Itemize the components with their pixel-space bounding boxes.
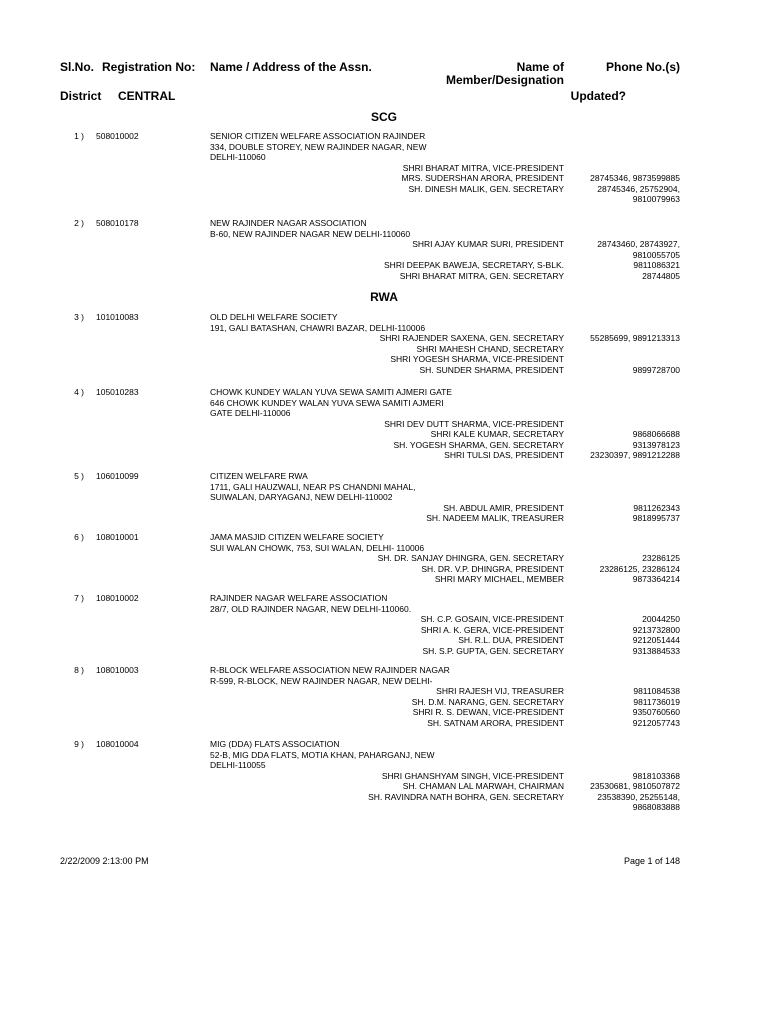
member-designation: SHRI KALE KUMAR, SECRETARY [430,429,564,439]
record-number: 7 ) [74,593,84,603]
member-designation: SH. SATNAM ARORA, PRESIDENT [427,717,564,728]
record-number: 2 ) [74,218,84,228]
member-designation: SHRI AJAY KUMAR SURI, PRESIDENT [412,239,564,249]
phone-line: 23286125, 23286124 [599,563,680,574]
phone-line: 9811086321 [633,260,680,270]
phone-numbers [550,440,680,451]
association-address [210,739,470,771]
member-designation: SH. SUNDER SHARMA, PRESIDENT [419,364,564,375]
phone-line: 9313978123 [632,439,680,450]
member-designation: SHRI MAHESH CHAND, SECRETARY [416,343,564,354]
registration-number: 106010099 [96,471,139,481]
association-address [210,471,470,503]
phone-line: 9811736019 [633,696,680,707]
col-header-name-address: Name / Address of the Assn. [210,60,372,74]
phone-line: 9213732800 [632,624,680,635]
phone-numbers [550,781,680,792]
phone-numbers [550,707,680,718]
member-designation: SHRI DEV DUTT SHARMA, VICE-PRESIDENT [384,418,564,429]
association-address [210,532,470,553]
phone-line: 9818103368 [632,770,680,781]
col-header-member-line1: Name of [516,60,564,74]
record-number: 9 ) [74,739,84,749]
phone-numbers [550,646,680,657]
address-line: SUIWALAN, DARYAGANJ, NEW DELHI-110002 [210,492,393,502]
phone-line: 55285699, 9891213313 [590,333,680,343]
phone-line: 9810079963 [632,194,680,204]
phone-numbers [550,503,680,514]
phone-line: 28744805 [642,270,680,281]
phone-line: 23530681, 9810507872 [590,781,680,791]
col-header-updated: Updated? [570,89,626,103]
address-line: MIG (DDA) FLATS ASSOCIATION [210,739,340,749]
address-line: 28/7, OLD RAJINDER NAGAR, NEW DELHI-110060. [210,603,412,614]
member-designation: SHRI RAJESH VIJ, TREASURER [436,686,564,696]
address-line: 52-B, MIG DDA FLATS, MOTIA KHAN, PAHARGANJ, NEW [210,749,435,760]
address-line: DELHI-110055 [210,760,266,770]
address-line: OLD DELHI WELFARE SOCIETY [210,312,338,322]
phone-numbers [550,792,680,813]
phone-numbers [550,574,680,585]
address-line: NEW RAJINDER NAGAR ASSOCIATION [210,218,367,228]
registration-number: 101010083 [96,312,139,322]
address-line: DELHI-110060 [210,152,266,162]
member-designation: SH. S.P. GUPTA, GEN. SECRETARY [422,645,564,656]
member-designation: SH. RAVINDRA NATH BOHRA, GEN. SECRETARY [368,791,564,802]
record-number: 1 ) [74,131,84,141]
member-designation: SH. DINESH MALIK, GEN. SECRETARY [408,183,564,194]
phone-numbers [550,450,680,461]
association-address [210,387,470,419]
member-designation: SHRI A. K. GERA, VICE-PRESIDENT [420,624,564,635]
member-designation: SH. D.M. NARANG, GEN. SECRETARY [411,696,564,707]
address-line: GATE DELHI-110006 [210,408,291,418]
phone-numbers [550,771,680,782]
member-designation: SHRI R. S. DEWAN, VICE-PRESIDENT [412,707,564,717]
address-line: CHOWK KUNDEY WALAN YUVA SEWA SAMITI AJMERI GATE [210,387,452,397]
phone-line: 9212057743 [632,717,680,728]
member-designation: SH. CHAMAN LAL MARWAH, CHAIRMAN [402,781,564,791]
phone-line: 28743460, 28743927, [597,239,680,249]
phone-numbers [550,614,680,625]
association-address [210,218,470,239]
member-designation: MRS. SUDERSHAN ARORA, PRESIDENT [401,173,564,183]
address-line: R-599, R-BLOCK, NEW RAJINDER NAGAR, NEW DELHI- [210,675,433,686]
section-title: SCG [370,110,397,124]
association-address [210,312,470,333]
phone-line: 9811084538 [633,686,680,696]
phone-line: 9350760560 [632,707,680,717]
member-designation: SHRI RAJENDER SAXENA, GEN. SECRETARY [379,333,564,343]
phone-numbers [550,635,680,646]
address-line: B-60, NEW RAJINDER NAGAR NEW DELHI-110060 [210,228,411,239]
col-header-member-line2: Member/Designation [445,73,564,87]
record-number: 3 ) [74,312,84,322]
member-designation: SH. ABDUL AMIR, PRESIDENT [443,502,564,513]
footer-page-number: Page 1 of 148 [623,856,680,866]
phone-numbers [550,173,680,184]
registration-number: 508010002 [96,131,139,141]
address-line: R-BLOCK WELFARE ASSOCIATION NEW RAJINDER NAGAR [210,665,450,675]
member-designation: SHRI GHANSHYAM SINGH, VICE-PRESIDENT [381,770,564,781]
phone-numbers [550,625,680,636]
address-line: JAMA MASJID CITIZEN WELFARE SOCIETY [210,532,384,542]
member-designation: SHRI YOGESH SHARMA, VICE-PRESIDENT [390,354,564,364]
registration-number: 508010178 [96,218,139,228]
phone-line: 23286125 [642,553,680,563]
phone-line: 9811262343 [633,502,680,513]
address-line: 191, GALI BATASHAN, CHAWRI BAZAR, DELHI-110006 [210,322,426,333]
phone-numbers [550,686,680,697]
phone-line: 9868083888 [632,802,680,812]
phone-numbers [550,553,680,564]
phone-line: 28745346, 25752904, [597,183,680,194]
phone-numbers [550,239,680,260]
phone-line: 9818995737 [632,513,680,523]
registration-number: 108010001 [96,532,139,542]
registration-number: 108010004 [96,739,139,749]
address-line: 334, DOUBLE STOREY, NEW RAJINDER NAGAR, NEW [210,141,427,152]
record-number: 6 ) [74,532,84,542]
phone-line: 23230397, 9891212288 [590,450,680,460]
phone-line: 28745346, 9873599885 [590,173,680,183]
footer-timestamp: 2/22/2009 2:13:00 PM [60,856,149,866]
phone-numbers [550,333,680,344]
col-header-phone: Phone No.(s) [606,60,680,74]
col-header-registration: Registration No: [102,60,196,74]
association-address [210,131,470,163]
member-designation: SHRI BHARAT MITRA, VICE-PRESIDENT [402,162,564,173]
member-designation: SHRI BHARAT MITRA, GEN. SECRETARY [399,270,564,281]
district-value: CENTRAL [118,89,176,103]
address-line: CITIZEN WELFARE RWA [210,471,308,481]
phone-numbers [550,718,680,729]
phone-numbers [550,184,680,205]
phone-line: 9212051444 [632,635,680,645]
phone-line: 9868066688 [632,429,680,439]
phone-numbers [550,260,680,271]
phone-numbers [550,271,680,282]
phone-numbers [550,429,680,440]
member-designation: SH. DR. SANJAY DHINGRA, GEN. SECRETARY [377,553,564,563]
member-designation: SH. NADEEM MALIK, TREASURER [426,513,564,523]
member-designation: SH. C.P. GOSAIN, VICE-PRESIDENT [420,614,564,624]
member-designation: SHRI MARY MICHAEL, MEMBER [434,574,564,584]
phone-line: 9899728700 [632,364,680,375]
registration-number: 108010003 [96,665,139,675]
address-line: 1711, GALI HAUZWALI, NEAR PS CHANDNI MAHAL, [210,481,416,492]
member-designation: SH. DR. V.P. DHINGRA, PRESIDENT [421,563,564,574]
phone-line: 9810055705 [632,249,680,260]
phone-line: 23538390, 25255148, [597,791,680,802]
address-line: RAJINDER NAGAR WELFARE ASSOCIATION [210,593,388,603]
record-number: 4 ) [74,387,84,397]
district-label: District [60,89,102,103]
phone-numbers [550,513,680,524]
section-title: RWA [370,290,398,304]
phone-line: 9873364214 [632,574,680,584]
address-line: SENIOR CITIZEN WELFARE ASSOCIATION RAJINDER [210,131,426,141]
phone-line: 20044250 [642,614,680,624]
address-line: SUI WALAN CHOWK, 753, SUI WALAN, DELHI- 110006 [210,542,425,553]
member-designation: SH. R.L. DUA, PRESIDENT [458,635,564,645]
col-header-slno: Sl.No. [60,60,95,74]
record-number: 8 ) [74,665,84,675]
member-designation: SH. YOGESH SHARMA, GEN. SECRETARY [393,439,564,450]
member-designation: SHRI TULSI DAS, PRESIDENT [444,450,564,460]
registration-number: 105010283 [96,387,139,397]
member-designation: SHRI DEEPAK BAWEJA, SECRETARY, S-BLK. [384,260,564,270]
record-number: 5 ) [74,471,84,481]
address-line: 646 CHOWK KUNDEY WALAN YUVA SEWA SAMITI AJMERI [210,397,444,408]
association-address [210,665,470,686]
association-address [210,593,470,614]
registration-number: 108010002 [96,593,139,603]
phone-numbers [550,697,680,708]
phone-numbers [550,365,680,376]
phone-line: 9313884533 [632,645,680,656]
phone-numbers [550,564,680,575]
